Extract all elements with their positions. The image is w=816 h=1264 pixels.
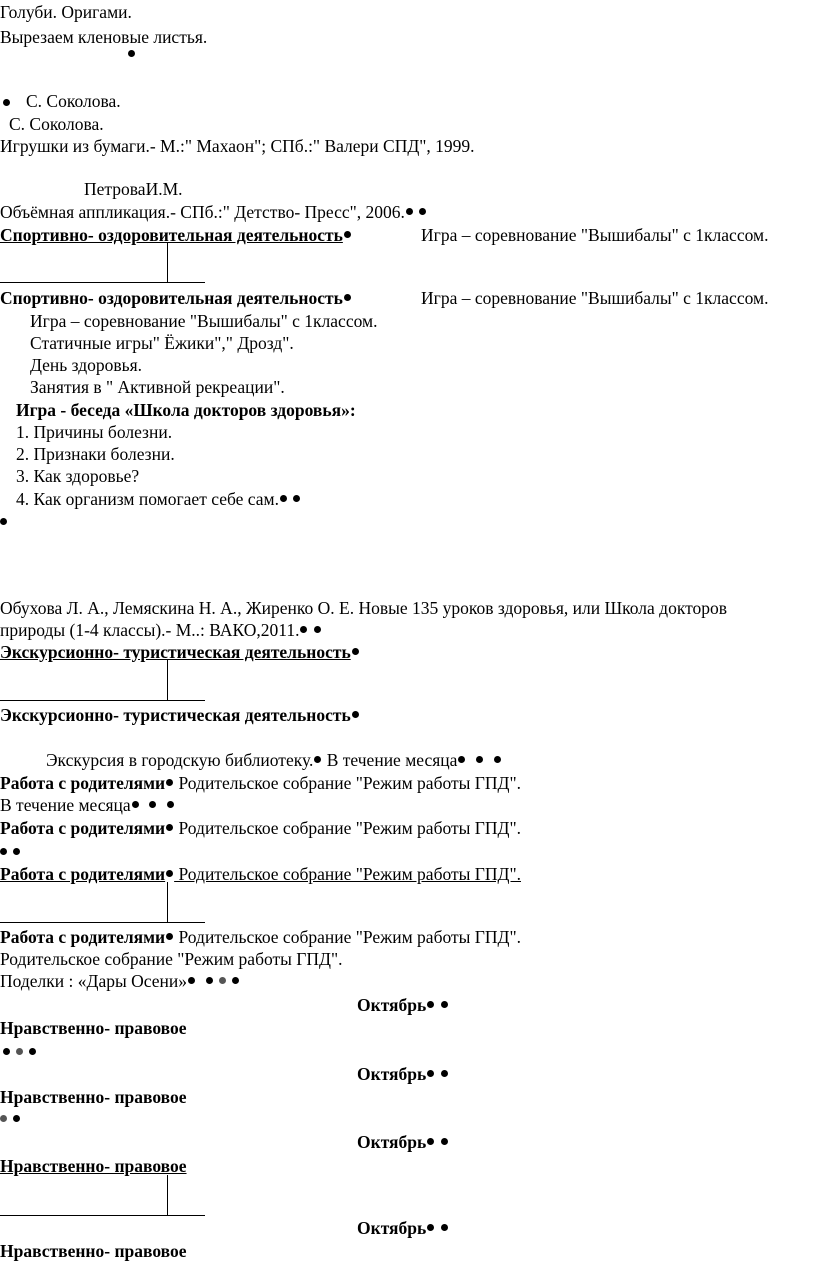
text-line: природы (1-4 классы).- М..: ВАКО,2011.: [0, 620, 322, 640]
section-heading: Нравственно- правовое: [0, 1241, 187, 1261]
text-line: Экскурсия в городскую библиотеку. В течение месяца: [46, 750, 502, 770]
bullet-icon: [0, 843, 23, 857]
section-heading: Экскурсионно- туристическая деятельность: [0, 642, 360, 662]
text-line: С. Соколова.: [9, 114, 104, 134]
text-line: Объёмная аппликация.- СПб.:" Детство- Пресс", 2006.: [0, 202, 427, 222]
section-heading: Игра - беседа «Школа докторов здоровья»:: [16, 400, 356, 420]
month-label: Октябрь: [357, 1132, 449, 1152]
table-divider: [0, 660, 205, 705]
text-line: Голуби. Оригами.: [0, 2, 132, 22]
list-item: 4. Как организм помогает себе сам.: [16, 489, 301, 509]
text-line: С. Соколова.: [26, 91, 121, 111]
section-heading: Нравственно- правовое: [0, 1087, 187, 1107]
list-item: 3. Как здоровье?: [16, 466, 140, 486]
list-item: День здоровья.: [30, 355, 143, 375]
list-item: Занятия в " Активной рекреации".: [30, 377, 285, 397]
text-line: В течение месяца: [0, 795, 175, 815]
text-line: Игрушки из бумаги.- М.:" Махаон"; СПб.:" Валери СПД", 1999.: [0, 136, 475, 156]
text-line: Обухова Л. А., Лемяскина Н. А., Жиренко О. Е. Новые 135 уроков здоровья, или Школа докторов: [0, 598, 728, 618]
text-line: Работа с родителями Родительское собрание "Режим работы ГПД".: [0, 773, 521, 793]
text-line: ПетроваИ.М.: [84, 179, 183, 199]
text-line: Работа с родителями Родительское собрание "Режим работы ГПД".: [0, 864, 521, 884]
section-heading: Спортивно- оздоровительная деятельность: [0, 288, 352, 308]
table-divider: [0, 1175, 205, 1220]
bullet-icon: [0, 94, 13, 108]
list-item: 2. Признаки болезни.: [16, 444, 175, 464]
section-heading: Экскурсионно- туристическая деятельность: [0, 705, 360, 725]
section-heading: Нравственно- правовое: [0, 1156, 187, 1176]
text-line: Игра – соревнование "Вышибалы" с 1классом.: [421, 225, 769, 245]
bullet-icon: [125, 45, 138, 59]
month-label: Октябрь: [357, 1064, 449, 1084]
table-divider: [0, 882, 205, 927]
text-line: Работа с родителями Родительское собрание "Режим работы ГПД".: [0, 927, 521, 947]
text-line: Работа с родителями Родительское собрание "Режим работы ГПД".: [0, 818, 521, 838]
text-line: Поделки : «Дары Осени»: [0, 971, 240, 991]
month-label: Октябрь: [357, 1218, 449, 1238]
section-heading: Нравственно- правовое: [0, 1018, 187, 1038]
list-item: Игра – соревнование "Вышибалы" с 1классом.: [30, 311, 378, 331]
month-label: Октябрь: [357, 995, 449, 1015]
table-divider: [0, 242, 205, 287]
text-line: Вырезаем кленовые листья.: [0, 27, 208, 47]
bullet-icon: [0, 513, 10, 527]
section-heading: Спортивно- оздоровительная деятельность: [0, 225, 352, 245]
text-line: Игра – соревнование "Вышибалы" с 1классом.: [421, 288, 769, 308]
bullet-icon: [0, 1110, 23, 1124]
list-item: 1. Причины болезни.: [16, 422, 173, 442]
text-line: Родительское собрание "Режим работы ГПД".: [0, 949, 343, 969]
list-item: Статичные игры" Ёжики"," Дрозд".: [30, 333, 294, 353]
bullet-icon: [0, 1043, 39, 1057]
